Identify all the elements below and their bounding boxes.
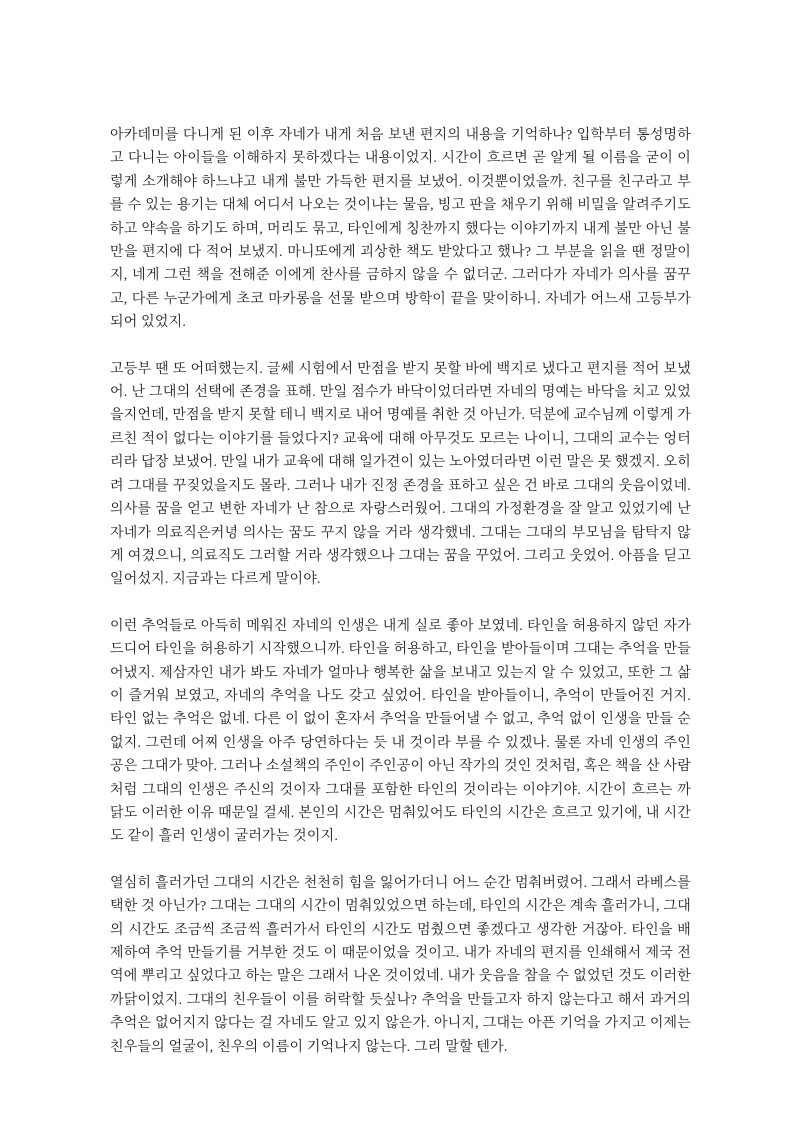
letter-paragraph-time: 열심히 흘러가던 그대의 시간은 천천히 힘을 잃어가더니 어느 순간 멈춰버렸어. 그래서 라베스를 택한 것 아닌가? 그대는 그대의 시간이 멈춰있었으면 하는데, 타인의 시간은 계속 흘러가니, 그대의 시간도 조금씩 조금씩 흘러가서 타인의 시간도 멈췄으면 좋겠다고 생각한 거잖아. 타인을 배제하여 추억 만들기를 거부한 것도 이 때문이었을 것이고. 내가 자네의 편지를 인쇄해서 제국 전역에 뿌리고 싶었다고 하는 말은 그래서 나온 것이었네. 내가 웃음을 참을 수 없었던 것도 이러한 까닭이었지. 그대의 친우들이 이를 허락할 듯싶나? 추억을 만들고자 하지 않는다고 해서 과거의 추억은 없어지지 않다는 걸 자네도 알고 있지 않은가. 아니지, 그대는 아픈 기억을 가지고 이제는 친우들의 얼굴이, 친우의 이름이 기억나지 않는다. 그리 말할 텐가. [110, 875, 691, 1055]
letter-paragraph-highschool: 고등부 땐 또 어떠했는지. 글쎄 시험에서 만점을 받지 못할 바에 백지로 냈다고 편지를 적어 보냈어. 난 그대의 선택에 존경을 표해. 만일 점수가 바닥이었더라면 자네의 명예는 바닥을 치고 있었을지언데, 만점을 받지 못할 테니 백지로 내어 명예를 취한 것 아닌가. 덕분에 교수님께 이렇게 가르친 적이 없다는 이야기를 들었다지? 교육에 대해 아무것도 모르는 나이니, 그대의 교수는 엉터리라 답장 보냈어. 만일 내가 교육에 대해 일가견이 있는 노아였더라면 이런 말은 못 했겠지. 오히려 그대를 꾸짖었을지도 몰라. 그러나 내가 진정 존경을 표하고 싶은 건 바로 그대의 웃음이었네. 의사를 꿈을 얻고 변한 자네가 난 참으로 자랑스러웠어. 그대의 가정환경을 잘 알고 있었기에 난 자네가 의료직은커녕 의사는 꿈도 꾸지 않을 거라 생각했네. 그대는 그대의 부모님을 탐탁지 않게 여겼으니, 의료직도 그러할 거라 생각했으나 그대는 꿈을 꾸었어. 그리고 웃었어. 아픔을 딛고 일어섰지. 지금과는 다르게 말이야. [110, 361, 691, 588]
letter-paragraph-academy: 아카데미를 다니게 된 이후 자네가 내게 처음 보낸 편지의 내용을 기억하나? 입학부터 통성명하고 다니는 아이들을 이해하지 못하겠다는 내용이었지. 시간이 흐르면 곧 알게 될 이름을 굳이 이렇게 소개해야 하느냐고 내게 불만 가득한 편지를 보냈어. 이것뿐이었을까. 친구를 친구라고 부를 수 있는 용기는 대체 어디서 나오는 것이냐는 물음, 빙고 판을 채우기 위해 비밀을 알려주기도 하고 약속을 하기도 하며, 머리도 묶고, 타인에게 칭찬까지 했다는 이야기까지 내게 불만 아닌 불만을 편지에 다 적어 보냈지. 마니또에게 괴상한 책도 받았다고 했나? 그 부분을 읽을 땐 정말이지, 네게 그런 책을 전해준 이에게 찬사를 금하지 않을 수 없더군. 그러다가 자네가 의사를 꿈꾸고, 다른 누군가에게 초코 마카롱을 선물 받으며 방학이 끝을 맞이하니. 자네가 어느새 고등부가 되어 있었지. [110, 128, 691, 331]
letter-paragraph-memories: 이런 추억들로 아득히 메워진 자네의 인생은 내게 실로 좋아 보였네. 타인을 허용하지 않던 자가 드디어 타인을 허용하기 시작했으니까. 타인을 허용하고, 타인을 받아들이며 그대는 추억을 만들어냈지. 제삼자인 내가 봐도 자네가 얼마나 행복한 삶을 보내고 있는지 알 수 있었고, 또한 그 삶이 즐거워 보였고, 자네의 추억을 나도 갖고 싶었어. 타인을 받아들이니, 추억이 만들어진 거지. 타인 없는 추억은 없네. 다른 이 없이 혼자서 추억을 만들어낼 수 없고, 추억 없이 인생을 만들 순 없지. 그런데 어찌 인생을 아주 당연하다는 듯 내 것이라 부를 수 있겠나. 물론 자네 인생의 주인공은 그대가 맞아. 그러나 소설책의 주인이 주인공이 아닌 작가의 것인 것처럼, 혹은 책을 산 사람처럼 그대의 인생은 주신의 것이자 그대를 포함한 타인의 것이라는 이야기야. 시간이 흐르는 까닭도 이러한 이유 때문일 걸세. 본인의 시간은 멈춰있어도 타인의 시간은 흐르고 있기에, 내 시간도 같이 흘러 인생이 굴러가는 것이지. [110, 618, 691, 845]
letter-body [110, 124, 691, 1059]
